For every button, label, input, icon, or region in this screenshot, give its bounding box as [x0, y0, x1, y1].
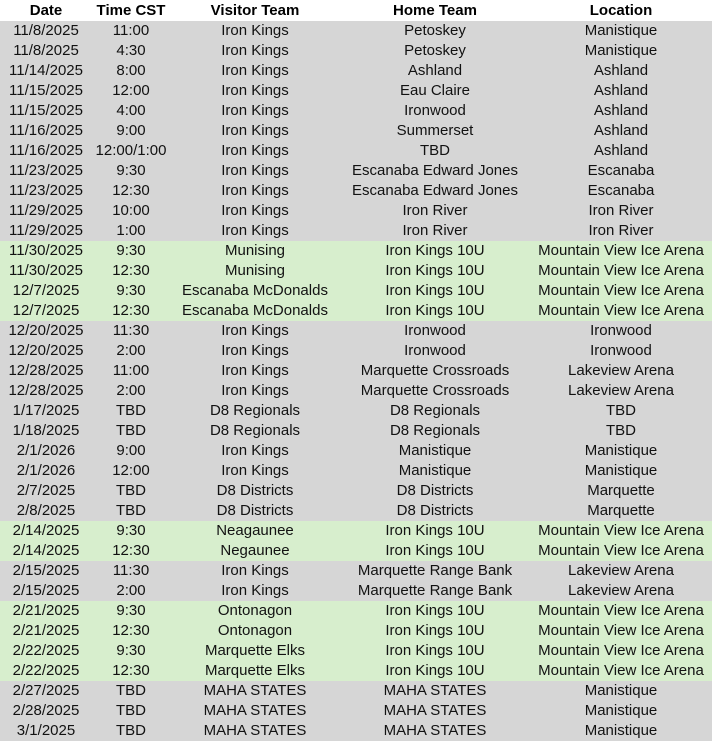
time-cell: 2:00 — [92, 381, 170, 401]
location-cell: Mountain View Ice Arena — [530, 301, 712, 321]
visitor-cell: Iron Kings — [170, 141, 340, 161]
visitor-cell: Munising — [170, 241, 340, 261]
date-cell: 1/17/2025 — [0, 401, 92, 421]
column-header-date: Date — [0, 0, 92, 21]
table-row — [0, 501, 712, 521]
home-cell: Iron Kings 10U — [340, 601, 530, 621]
date-cell: 11/8/2025 — [0, 41, 92, 61]
table-row — [0, 521, 712, 541]
table-row — [0, 121, 712, 141]
location-cell: Mountain View Ice Arena — [530, 281, 712, 301]
time-cell: 9:00 — [92, 121, 170, 141]
location-cell: Escanaba — [530, 181, 712, 201]
time-cell: 12:00 — [92, 461, 170, 481]
home-cell: Summerset — [340, 121, 530, 141]
home-cell: Petoskey — [340, 41, 530, 61]
time-cell: 10:00 — [92, 201, 170, 221]
column-header-visitor: Visitor Team — [170, 0, 340, 21]
time-cell: 8:00 — [92, 61, 170, 81]
time-cell: 12:30 — [92, 621, 170, 641]
visitor-cell: Iron Kings — [170, 441, 340, 461]
date-cell: 12/28/2025 — [0, 381, 92, 401]
home-cell: MAHA STATES — [340, 721, 530, 741]
table-row — [0, 701, 712, 721]
home-cell: Marquette Range Bank — [340, 561, 530, 581]
date-cell: 2/8/2025 — [0, 501, 92, 521]
table-row — [0, 21, 712, 41]
time-cell: TBD — [92, 721, 170, 741]
location-cell: Manistique — [530, 461, 712, 481]
time-cell: 2:00 — [92, 581, 170, 601]
table-row — [0, 561, 712, 581]
home-cell: Eau Claire — [340, 81, 530, 101]
time-cell: 12:30 — [92, 301, 170, 321]
date-cell: 12/28/2025 — [0, 361, 92, 381]
date-cell: 11/23/2025 — [0, 161, 92, 181]
visitor-cell: D8 Districts — [170, 501, 340, 521]
date-cell: 2/7/2025 — [0, 481, 92, 501]
home-cell: TBD — [340, 141, 530, 161]
location-cell: Manistique — [530, 701, 712, 721]
date-cell: 11/30/2025 — [0, 241, 92, 261]
visitor-cell: Iron Kings — [170, 461, 340, 481]
date-cell: 2/28/2025 — [0, 701, 92, 721]
home-cell: Petoskey — [340, 21, 530, 41]
table-row — [0, 261, 712, 281]
visitor-cell: Iron Kings — [170, 41, 340, 61]
visitor-cell: Iron Kings — [170, 581, 340, 601]
location-cell: Ashland — [530, 81, 712, 101]
home-cell: Manistique — [340, 461, 530, 481]
home-cell: D8 Districts — [340, 481, 530, 501]
home-cell: Ashland — [340, 61, 530, 81]
visitor-cell: Ontonagon — [170, 621, 340, 641]
table-row — [0, 541, 712, 561]
location-cell: Mountain View Ice Arena — [530, 641, 712, 661]
time-cell: 4:30 — [92, 41, 170, 61]
visitor-cell: Iron Kings — [170, 201, 340, 221]
home-cell: Escanaba Edward Jones — [340, 161, 530, 181]
time-cell: 12:30 — [92, 261, 170, 281]
date-cell: 1/18/2025 — [0, 421, 92, 441]
home-cell: Escanaba Edward Jones — [340, 181, 530, 201]
home-cell: Ironwood — [340, 101, 530, 121]
time-cell: 9:30 — [92, 161, 170, 181]
table-row — [0, 721, 712, 741]
home-cell: Iron Kings 10U — [340, 241, 530, 261]
home-cell: Ironwood — [340, 341, 530, 361]
visitor-cell: D8 Regionals — [170, 421, 340, 441]
home-cell: Iron River — [340, 221, 530, 241]
visitor-cell: D8 Regionals — [170, 401, 340, 421]
visitor-cell: Iron Kings — [170, 361, 340, 381]
table-row — [0, 361, 712, 381]
time-cell: TBD — [92, 501, 170, 521]
time-cell: 9:30 — [92, 281, 170, 301]
visitor-cell: Iron Kings — [170, 181, 340, 201]
visitor-cell: MAHA STATES — [170, 721, 340, 741]
table-row — [0, 441, 712, 461]
time-cell: 9:30 — [92, 601, 170, 621]
time-cell: 11:00 — [92, 21, 170, 41]
table-row — [0, 141, 712, 161]
date-cell: 2/14/2025 — [0, 521, 92, 541]
table-row — [0, 681, 712, 701]
home-cell: Iron Kings 10U — [340, 281, 530, 301]
visitor-cell: Iron Kings — [170, 381, 340, 401]
date-cell: 11/16/2025 — [0, 141, 92, 161]
visitor-cell: MAHA STATES — [170, 681, 340, 701]
date-cell: 2/1/2026 — [0, 441, 92, 461]
time-cell: 12:30 — [92, 661, 170, 681]
table-row — [0, 481, 712, 501]
home-cell: Iron River — [340, 201, 530, 221]
visitor-cell: Iron Kings — [170, 61, 340, 81]
location-cell: Mountain View Ice Arena — [530, 521, 712, 541]
location-cell: TBD — [530, 401, 712, 421]
location-cell: Mountain View Ice Arena — [530, 241, 712, 261]
time-cell: 4:00 — [92, 101, 170, 121]
table-row — [0, 601, 712, 621]
table-row — [0, 661, 712, 681]
location-cell: Marquette — [530, 481, 712, 501]
location-cell: Manistique — [530, 41, 712, 61]
date-cell: 2/1/2026 — [0, 461, 92, 481]
table-row — [0, 421, 712, 441]
visitor-cell: Marquette Elks — [170, 661, 340, 681]
date-cell: 11/23/2025 — [0, 181, 92, 201]
table-row — [0, 41, 712, 61]
date-cell: 11/14/2025 — [0, 61, 92, 81]
location-cell: Lakeview Arena — [530, 561, 712, 581]
visitor-cell: Escanaba McDonalds — [170, 281, 340, 301]
table-row — [0, 181, 712, 201]
table-row — [0, 281, 712, 301]
visitor-cell: Neagaunee — [170, 521, 340, 541]
location-cell: Iron River — [530, 221, 712, 241]
location-cell: Marquette — [530, 501, 712, 521]
table-row — [0, 321, 712, 341]
location-cell: Manistique — [530, 681, 712, 701]
table-row — [0, 61, 712, 81]
table-row — [0, 341, 712, 361]
home-cell: Iron Kings 10U — [340, 301, 530, 321]
visitor-cell: Negaunee — [170, 541, 340, 561]
home-cell: D8 Districts — [340, 501, 530, 521]
date-cell: 11/8/2025 — [0, 21, 92, 41]
table-row — [0, 401, 712, 421]
table-row — [0, 161, 712, 181]
date-cell: 2/15/2025 — [0, 581, 92, 601]
time-cell: 12:00 — [92, 81, 170, 101]
location-cell: Ironwood — [530, 321, 712, 341]
time-cell: 1:00 — [92, 221, 170, 241]
table-row — [0, 201, 712, 221]
header-row — [0, 0, 712, 21]
location-cell: Mountain View Ice Arena — [530, 601, 712, 621]
table-row — [0, 621, 712, 641]
table-row — [0, 641, 712, 661]
home-cell: Iron Kings 10U — [340, 521, 530, 541]
home-cell: Iron Kings 10U — [340, 661, 530, 681]
location-cell: Escanaba — [530, 161, 712, 181]
location-cell: Lakeview Arena — [530, 381, 712, 401]
home-cell: Ironwood — [340, 321, 530, 341]
table-row — [0, 241, 712, 261]
time-cell: 12:30 — [92, 181, 170, 201]
home-cell: Iron Kings 10U — [340, 261, 530, 281]
date-cell: 11/29/2025 — [0, 221, 92, 241]
visitor-cell: Escanaba McDonalds — [170, 301, 340, 321]
visitor-cell: MAHA STATES — [170, 701, 340, 721]
visitor-cell: Iron Kings — [170, 161, 340, 181]
date-cell: 2/14/2025 — [0, 541, 92, 561]
date-cell: 2/21/2025 — [0, 601, 92, 621]
home-cell: MAHA STATES — [340, 701, 530, 721]
location-cell: Mountain View Ice Arena — [530, 621, 712, 641]
visitor-cell: Munising — [170, 261, 340, 281]
date-cell: 3/1/2025 — [0, 721, 92, 741]
home-cell: Iron Kings 10U — [340, 621, 530, 641]
home-cell: MAHA STATES — [340, 681, 530, 701]
time-cell: 11:30 — [92, 561, 170, 581]
time-cell: 9:30 — [92, 521, 170, 541]
table-row — [0, 381, 712, 401]
visitor-cell: Iron Kings — [170, 101, 340, 121]
location-cell: Ashland — [530, 121, 712, 141]
visitor-cell: Iron Kings — [170, 321, 340, 341]
table-row — [0, 461, 712, 481]
time-cell: 9:30 — [92, 641, 170, 661]
location-cell: Mountain View Ice Arena — [530, 261, 712, 281]
time-cell: 9:00 — [92, 441, 170, 461]
table-row — [0, 581, 712, 601]
location-cell: Lakeview Arena — [530, 581, 712, 601]
column-header-home: Home Team — [340, 0, 530, 21]
home-cell: D8 Regionals — [340, 421, 530, 441]
home-cell: Iron Kings 10U — [340, 641, 530, 661]
visitor-cell: Marquette Elks — [170, 641, 340, 661]
visitor-cell: Iron Kings — [170, 21, 340, 41]
time-cell: 11:00 — [92, 361, 170, 381]
location-cell: Ashland — [530, 141, 712, 161]
home-cell: Marquette Crossroads — [340, 361, 530, 381]
location-cell: Iron River — [530, 201, 712, 221]
visitor-cell: Iron Kings — [170, 341, 340, 361]
date-cell: 11/15/2025 — [0, 81, 92, 101]
time-cell: 11:30 — [92, 321, 170, 341]
home-cell: Iron Kings 10U — [340, 541, 530, 561]
date-cell: 11/16/2025 — [0, 121, 92, 141]
time-cell: 2:00 — [92, 341, 170, 361]
date-cell: 12/7/2025 — [0, 281, 92, 301]
time-cell: 9:30 — [92, 241, 170, 261]
date-cell: 2/15/2025 — [0, 561, 92, 581]
visitor-cell: Iron Kings — [170, 221, 340, 241]
table-row — [0, 81, 712, 101]
home-cell: Marquette Crossroads — [340, 381, 530, 401]
date-cell: 11/29/2025 — [0, 201, 92, 221]
location-cell: Manistique — [530, 21, 712, 41]
time-cell: TBD — [92, 401, 170, 421]
table-row — [0, 301, 712, 321]
date-cell: 2/27/2025 — [0, 681, 92, 701]
location-cell: Manistique — [530, 441, 712, 461]
visitor-cell: Ontonagon — [170, 601, 340, 621]
visitor-cell: Iron Kings — [170, 121, 340, 141]
visitor-cell: Iron Kings — [170, 561, 340, 581]
location-cell: Ashland — [530, 101, 712, 121]
location-cell: Mountain View Ice Arena — [530, 541, 712, 561]
time-cell: TBD — [92, 421, 170, 441]
time-cell: TBD — [92, 701, 170, 721]
home-cell: D8 Regionals — [340, 401, 530, 421]
date-cell: 2/22/2025 — [0, 661, 92, 681]
table-row — [0, 101, 712, 121]
location-cell: Mountain View Ice Arena — [530, 661, 712, 681]
date-cell: 12/7/2025 — [0, 301, 92, 321]
date-cell: 12/20/2025 — [0, 341, 92, 361]
location-cell: Manistique — [530, 721, 712, 741]
home-cell: Marquette Range Bank — [340, 581, 530, 601]
column-header-time: Time CST — [92, 0, 170, 21]
date-cell: 2/22/2025 — [0, 641, 92, 661]
column-header-location: Location — [530, 0, 712, 21]
location-cell: TBD — [530, 421, 712, 441]
time-cell: TBD — [92, 481, 170, 501]
date-cell: 11/30/2025 — [0, 261, 92, 281]
location-cell: Ashland — [530, 61, 712, 81]
date-cell: 11/15/2025 — [0, 101, 92, 121]
time-cell: TBD — [92, 681, 170, 701]
time-cell: 12:00/1:00 — [92, 141, 170, 161]
home-cell: Manistique — [340, 441, 530, 461]
location-cell: Lakeview Arena — [530, 361, 712, 381]
visitor-cell: D8 Districts — [170, 481, 340, 501]
visitor-cell: Iron Kings — [170, 81, 340, 101]
date-cell: 2/21/2025 — [0, 621, 92, 641]
table-row — [0, 221, 712, 241]
date-cell: 12/20/2025 — [0, 321, 92, 341]
time-cell: 12:30 — [92, 541, 170, 561]
location-cell: Ironwood — [530, 341, 712, 361]
